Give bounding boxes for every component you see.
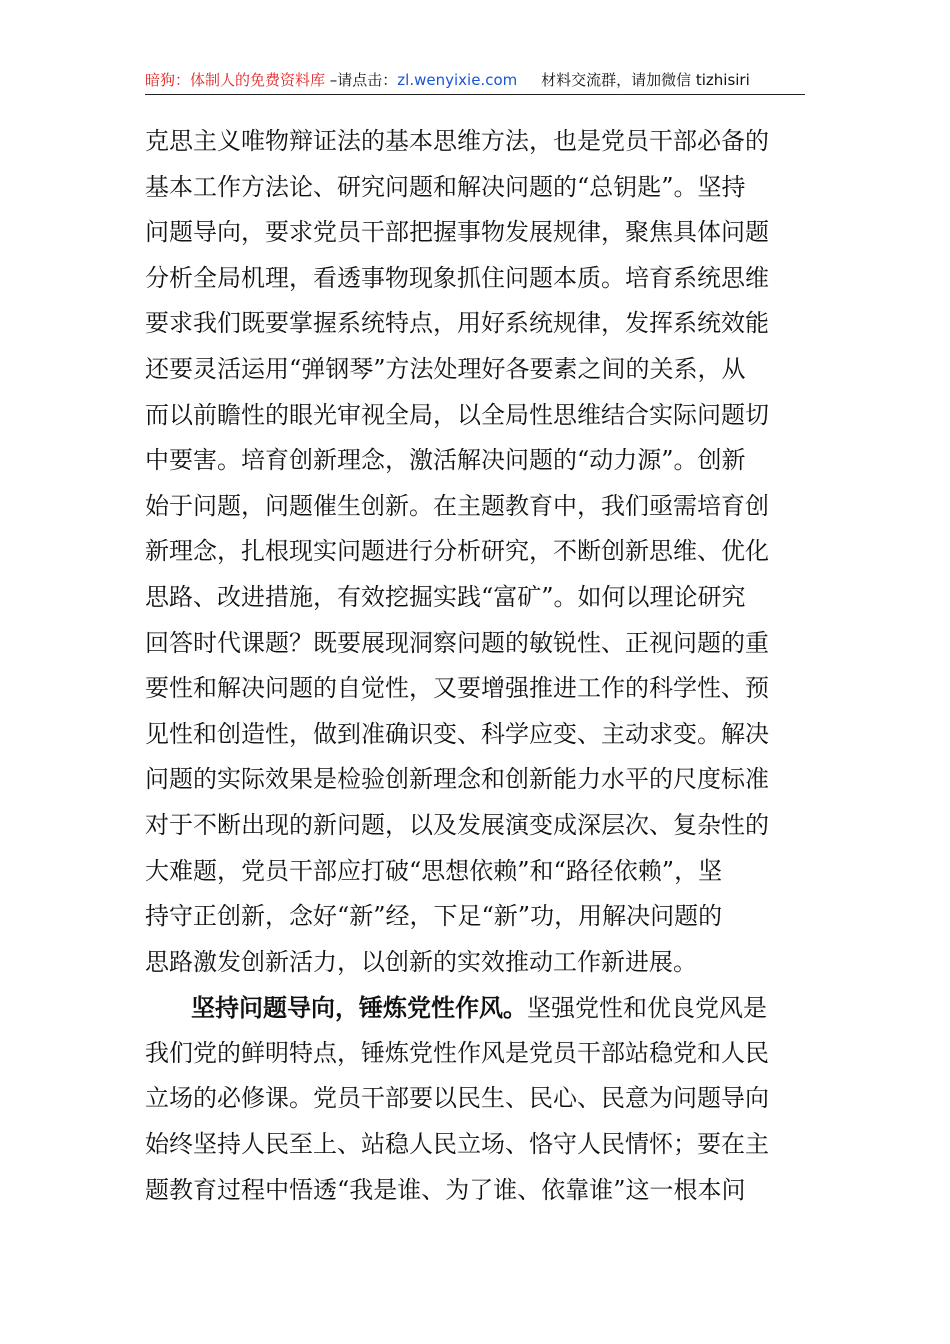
text-line: 要性和解决问题的自觉性，又要增强推进工作的科学性、预 — [145, 674, 769, 703]
text-line: 克思主义唯物辩证法的基本思维方法，也是党员干部必备的 — [145, 127, 769, 155]
text-line: 持守正创新，念好“新”经，下足“新”功，用解决问题的 — [145, 902, 723, 931]
paragraph-heading-line — [145, 985, 807, 1031]
text-line: 大难题，党员干部应打破“思想依赖”和“路径依赖”，坚 — [145, 856, 723, 885]
text-line: 新理念，扎根现实问题进行分析研究，不断创新思维、优化 — [145, 537, 769, 566]
group-info: 材料交流群，请加微信 tizhisiri — [517, 71, 750, 89]
click-prefix: –请点击： — [325, 71, 398, 89]
text-line: 基本工作方法论、研究问题和解决问题的“总钥匙”。坚持 — [145, 172, 746, 201]
paragraph-1 — [145, 119, 807, 985]
text-line: 始终坚持人民至上、站稳人民立场、恪守人民情怀；要在主 — [145, 1130, 769, 1159]
text-line: 问题的实际效果是检验创新理念和创新能力水平的尺度标准 — [145, 765, 769, 794]
text-line: 回答时代课题？既要展现洞察问题的敏锐性、正视问题的重 — [145, 628, 769, 657]
site-name: 暗狗：体制人的免费资料库 — [145, 71, 326, 89]
text-line: 思路、改进措施，有效挖掘实践“富矿”。如何以理论研究 — [145, 582, 746, 611]
text-line: 分析全局机理，看透事物现象抓住问题本质。培育系统思维 — [145, 263, 769, 292]
text-line: 思路激发创新活力，以创新的实效推动工作新进展。 — [145, 947, 697, 976]
text-line: 问题导向，要求党员干部把握事物发展规律，聚焦具体问题 — [145, 218, 769, 247]
document-body — [145, 119, 807, 1213]
text-line: 对于不断出现的新问题，以及发展演变成深层次、复杂性的 — [145, 810, 769, 839]
text-line: 立场的必修课。党员干部要以民生、民心、民意为问题导向 — [145, 1084, 769, 1113]
page-header — [145, 66, 805, 95]
text-fragment: 坚强党性和优良党风是 — [527, 994, 767, 1023]
text-line: 而以前瞻性的眼光审视全局，以全局性思维结合实际问题切 — [145, 400, 769, 429]
site-link[interactable]: zl.wenyixie.com — [397, 71, 518, 89]
text-line: 题教育过程中悟透“我是谁、为了谁、依靠谁”这一根本问 — [145, 1175, 746, 1204]
text-line: 我们党的鲜明特点，锤炼党性作风是党员干部站稳党和人民 — [145, 1038, 769, 1067]
text-line: 见性和创造性，做到准确识变、科学应变、主动求变。解决 — [145, 719, 769, 748]
text-line: 还要灵活运用“弹钢琴”方法处理好各要素之间的关系，从 — [145, 354, 746, 383]
paragraph-2 — [145, 985, 807, 1213]
text-line: 要求我们既要掌握系统特点，用好系统规律，发挥系统效能 — [145, 309, 769, 338]
text-line: 始于问题，问题催生创新。在主题教育中，我们亟需培育创 — [145, 491, 769, 520]
section-heading: 坚持问题导向，锤炼党性作风。 — [191, 993, 527, 1023]
text-line: 中要害。培育创新理念，激活解决问题的“动力源”。创新 — [145, 446, 746, 475]
